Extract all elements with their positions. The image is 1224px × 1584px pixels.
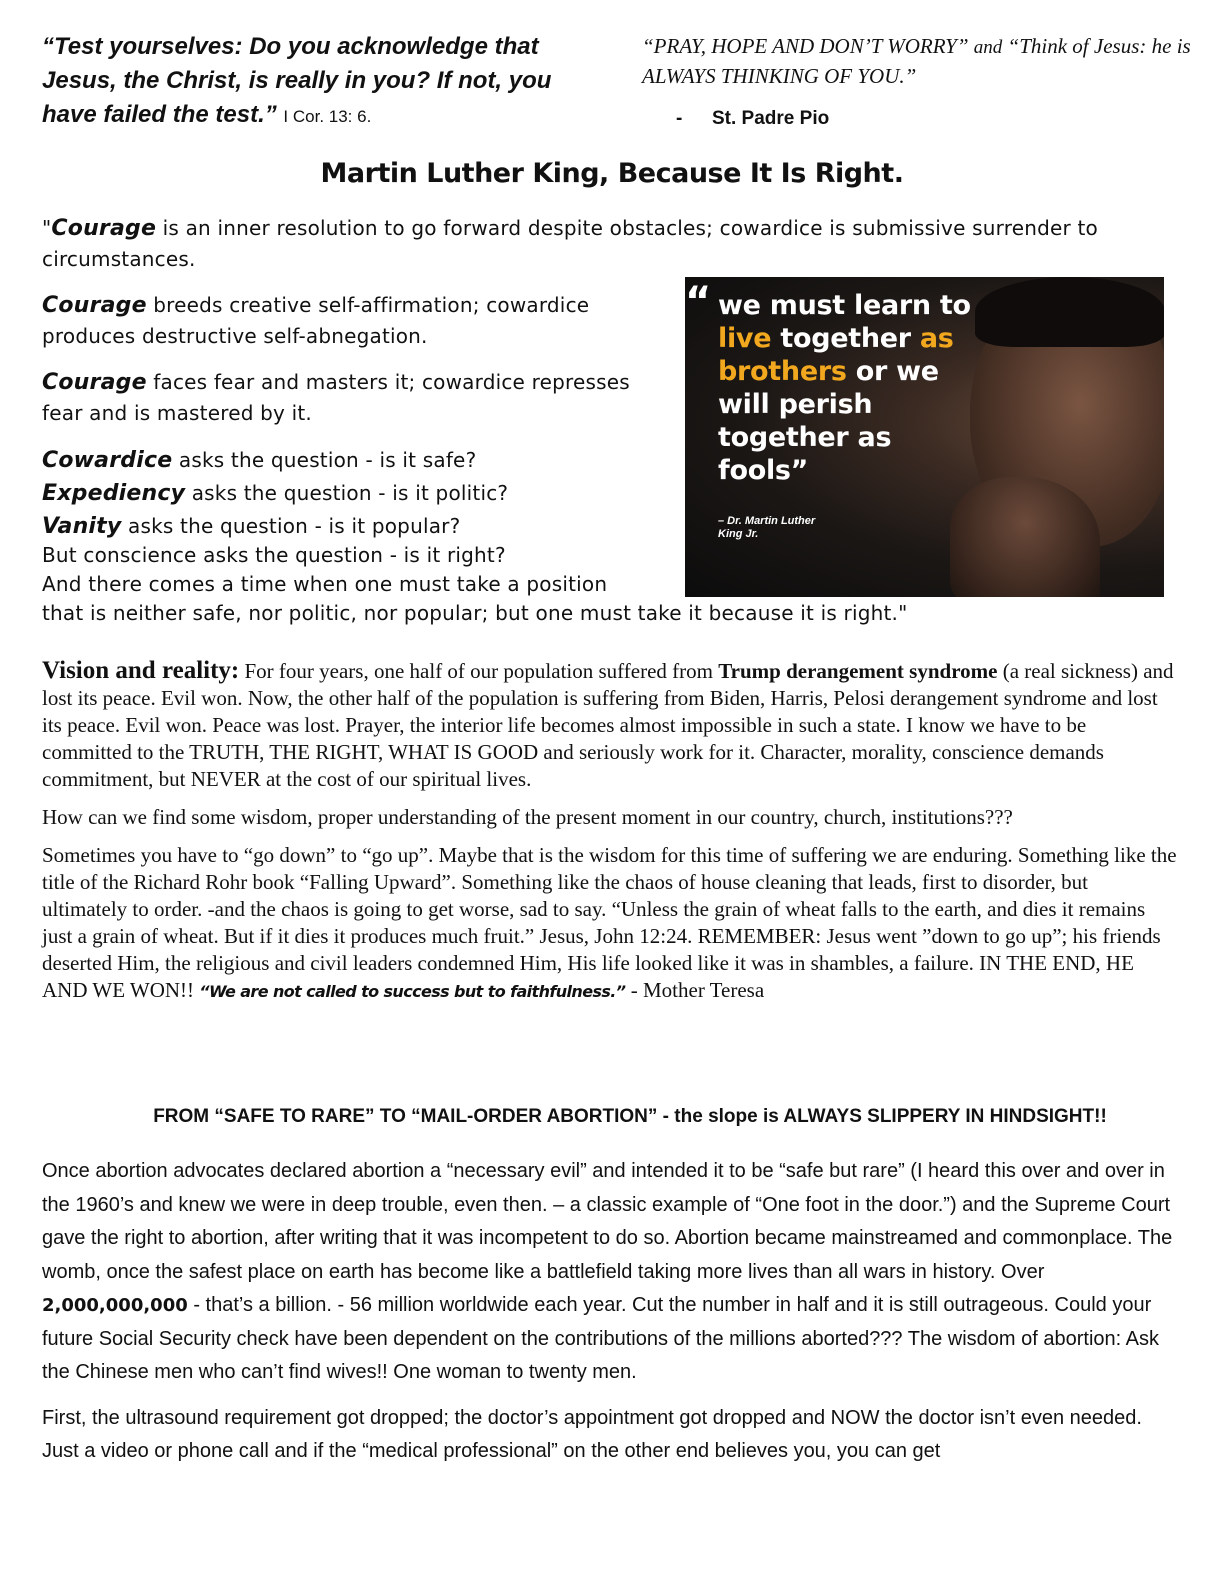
mlk-quote-body <box>42 290 672 351</box>
attribution-name: St. Padre Pio <box>712 108 830 129</box>
mlk-portrait-image <box>685 277 1164 597</box>
vision-paragraph-3: Sometimes you have to “go down” to “go up”. Maybe that is the wisdom for this time of suffering we are enduring. Something like the title of the Richard Rohr book “Falling Upward”. Something like the chaos of house cleaning that leads, first to disorder, but ultimately to order. -and the chaos is going to get worse, sad to say. “Unless the grain of wheat falls to the earth, and dies it remains just a grain of wheat. But if it dies it produces much fruit.” Jesus, John 12:24. REMEMBER: Jesus went ”down to go up”; his friends deserted Him, the religious and civil leaders condemned Him, His life looked like it was in shambles, a failure. IN THE END, HE AND WE WON!! “We are not called to success but to faithfulness.” - Mother Teresa <box>42 843 1177 1002</box>
quote-text: “Test yourselves: Do you acknowledge that Jesus, the Christ, is really in you? If not, you have failed the test.” <box>42 33 552 128</box>
vision-paragraph-2: How can we find some wisdom, proper understanding of the present moment in our country, church, institutions??? <box>42 805 1013 829</box>
image-quote-mark: “ <box>685 279 712 325</box>
section-title: FROM “SAFE TO RARE” TO “MAIL-ORDER ABORTION” - the slope is ALWAYS SLIPPERY IN HINDSIGHT!! <box>153 1106 1107 1127</box>
quote-part-2: “Think of Jesus: he is ALWAYS THINKING OF YOU.” <box>642 34 1191 88</box>
top-right-quote <box>642 32 1202 91</box>
courage-word: Courage <box>51 216 157 241</box>
vision-lead: Vision and reality: <box>42 657 240 684</box>
courage-word: Courage <box>42 370 147 395</box>
quote-part-1: “PRAY, HOPE AND DON’T WORRY” <box>642 34 969 58</box>
mlk-quote-intro <box>42 213 1172 274</box>
final-line-1: And there comes a time when one must take a position <box>42 572 608 596</box>
abortion-paragraph-1: Once abortion advocates declared abortion a “necessary evil” and intended it to be “safe but rare” (I heard this over and over in the 1960’s and knew we were in deep trouble, even then. – a classic example of “One foot in the door.”) and the Supreme Court gave the right to abortion, after writing that it was incompetent to do so. Abortion became mainstreamed and commonplace. The womb, once the safest place on earth has become like a battlefield taking more lives than all wars in history. Over 2,000,000,000 - that’s a billion. - 56 million worldwide each year. Cut the number in half and it is still outrageous. Could your future Social Security check have been dependent on the contributions of the millions aborted??? The wisdom of abortion: Ask the Chinese men who can’t find wives!! One woman to twenty men. <box>42 1160 1173 1383</box>
abortion-number: 2,000,000,000 <box>42 1295 188 1316</box>
courage-text: is an inner resolution to go forward despite obstacles; cowardice is submissive surrender to circumstances. <box>42 216 1098 271</box>
highlight-live: live <box>718 323 772 354</box>
courage-text: faces fear and masters it; cowardice represses fear and is mastered by it. <box>42 370 630 425</box>
attribution-dash: - <box>676 108 683 129</box>
cowardice-text: asks the question - is it safe? <box>172 448 477 472</box>
expediency-word: Expediency <box>42 481 186 506</box>
abortion-paragraph-2: First, the ultrasound requirement got dropped; the doctor’s appointment got dropped and NOW the doctor isn’t even needed. Just a video or phone call and if the “medical professional” on the other end believes you, you can get <box>42 1406 1142 1462</box>
quote-attribution <box>676 108 829 130</box>
page-title: Martin Luther King, Because It Is Right. <box>320 158 904 189</box>
vision-paragraph-1: Vision and reality: For four years, one half of our population suffered from Trump derangement syndrome (a real sickness) and lost its peace. Evil won. Now, the other half of the population is suffering from Biden, Harris, Pelosi derangement syndrome and lost its peace. Evil won. Peace was lost. Prayer, the interior life becomes almost impossible in such a state. I know we have to be committed to the TRUTH, THE RIGHT, WHAT IS GOOD and seriously work for it. Character, morality, conscience demands commitment, but NEVER at the cost of our spiritual lives. <box>42 657 1174 791</box>
abortion-section <box>42 1155 1182 1481</box>
top-left-quote <box>42 30 602 134</box>
vision-bold-term: Trump derangement syndrome <box>718 659 998 683</box>
image-quote-text: we must learn to live together as brothers or we will perish together as fools” <box>718 290 971 486</box>
cowardice-word: Cowardice <box>42 448 173 473</box>
quote-reference: I Cor. 13: 6. <box>283 107 372 126</box>
conscience-line: But conscience asks the question - is it right? <box>42 543 506 567</box>
courage-word: Courage <box>42 293 147 318</box>
open-quote: " <box>42 216 52 240</box>
expediency-text: asks the question - is it politic? <box>185 481 509 505</box>
mother-teresa-quote: “We are not called to success but to faithfulness.” <box>199 982 626 1001</box>
mother-teresa-attribution: - Mother Teresa <box>625 978 765 1002</box>
quote-and: and <box>973 37 1003 58</box>
mlk-quote-body-2 <box>42 367 672 428</box>
vanity-text: asks the question - is it popular? <box>121 514 461 538</box>
vanity-word: Vanity <box>42 514 122 539</box>
image-attribution: – Dr. Martin Luther King Jr. <box>718 515 816 540</box>
vision-section <box>42 657 1177 1016</box>
final-line-2: that is neither safe, nor politic, nor popular; but one must take it because it is right." <box>42 601 908 625</box>
courage-text: breeds creative self-affirmation; cowardice produces destructive self-abnegation. <box>42 293 590 348</box>
highlight-brothers: as brothers <box>718 323 954 387</box>
